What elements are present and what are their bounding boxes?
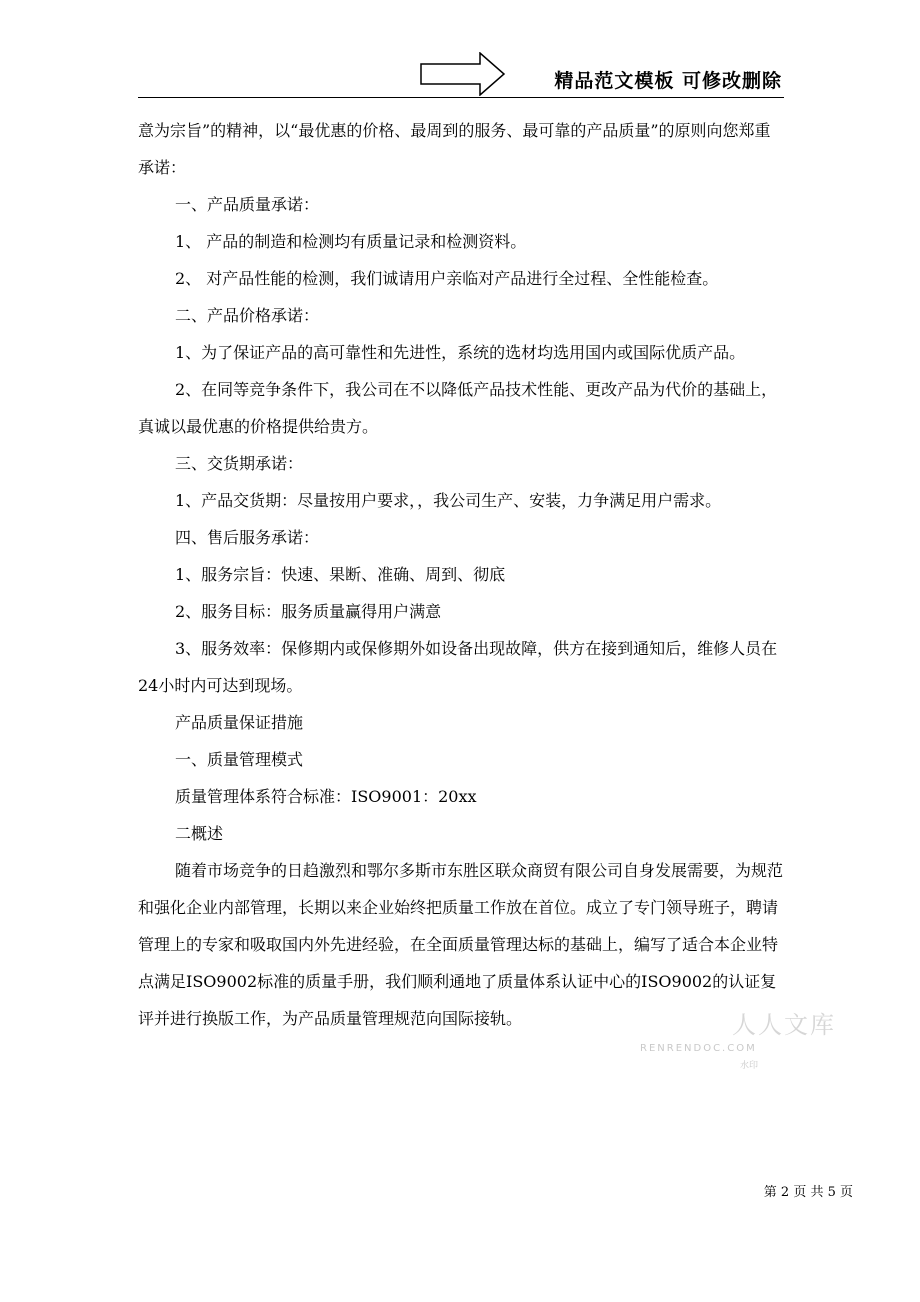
watermark-logo: 人人文库: [732, 1011, 836, 1039]
watermark-sub: 水印: [740, 1061, 759, 1071]
paragraph: 一、质量管理模式: [175, 750, 304, 769]
paragraph: 意为宗旨”的精神，以“最优惠的价格、最周到的服务、最可靠的产品质量”的原则向您郑重承诺：: [138, 121, 771, 177]
paragraph: 1、产品交货期：尽量按用户要求，，我公司生产、安装，力争满足用户需求。: [175, 491, 722, 510]
paragraph: 1、 产品的制造和检测均有质量记录和检测资料。: [175, 232, 527, 251]
page-number: 第 2 页 共 5 页: [763, 1185, 853, 1200]
paragraph: 2、服务目标：服务质量赢得用户满意: [175, 602, 442, 621]
paragraph: 三、交货期承诺：: [175, 454, 304, 473]
document-body: [138, 112, 784, 1037]
paragraph: 四、售后服务承诺：: [175, 528, 320, 547]
paragraph: 二概述: [175, 824, 224, 843]
header-title: 精品范文模板 可修改删除: [554, 70, 782, 92]
paragraph: 1、为了保证产品的高可靠性和先进性，系统的选材均选用国内或国际优质产品。: [175, 343, 746, 362]
paragraph: 二、产品价格承诺：: [175, 306, 320, 325]
paragraph: 质量管理体系符合标准：ISO9001：20xx: [175, 787, 477, 806]
paragraph: 2、在同等竞争条件下，我公司在不以降低产品技术性能、更改产品为代价的基础上，真诚以最优惠的价格提供给贵方。: [138, 380, 778, 436]
paragraph: 随着市场竞争的日趋激烈和鄂尔多斯市东胜区联众商贸有限公司自身发展需要，为规范和强化企业内部管理，长期以来企业始终把质量工作放在首位。成立了专门领导班子，聘请管理上的专家和吸取国内外先进经验，在全面质量管理达标的基础上，编写了适合本企业特点满足ISO9002标准的质量手册，我们顺利通地了质量体系认证中心的ISO9002的认证复评并进行换版工作，为产品质量管理规范向国际接轨。: [138, 861, 784, 1028]
paragraph: 3、服务效率：保修期内或保修期外如设备出现故障，供方在接到通知后，维修人员在24小时内可达到现场。: [138, 639, 778, 695]
paragraph: 产品质量保证措施: [175, 713, 304, 732]
paragraph: 2、 对产品性能的检测，我们诚请用户亲临对产品进行全过程、全性能检查。: [175, 269, 719, 288]
page-header: [138, 48, 784, 98]
paragraph: 一、产品质量承诺：: [175, 195, 320, 214]
arrow-right-icon: [420, 52, 506, 96]
header-divider: [138, 97, 784, 98]
watermark-domain: RENRENDOC.COM: [640, 1043, 757, 1054]
paragraph: 1、服务宗旨：快速、果断、准确、周到、彻底: [175, 565, 506, 584]
